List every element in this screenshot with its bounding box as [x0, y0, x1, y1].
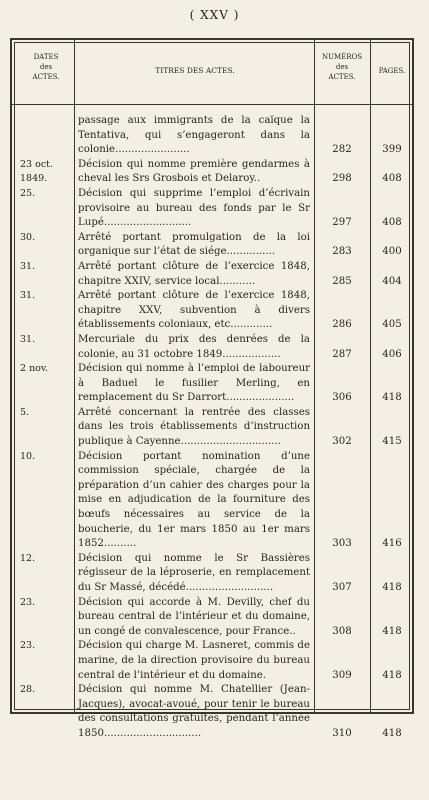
- act-date-line: 23 oct.: [20, 158, 53, 170]
- act-date: [12, 450, 74, 465]
- act-page: 405: [382, 319, 402, 331]
- act-date: [12, 362, 74, 377]
- act-date-line: 28.: [20, 684, 36, 696]
- act-number: 303: [332, 538, 352, 550]
- act-page: 404: [382, 275, 402, 287]
- act-number: 307: [332, 582, 352, 593]
- act-number: 310: [332, 727, 352, 739]
- header-divider: [12, 104, 412, 105]
- act-date: [12, 333, 74, 348]
- table-row: [12, 158, 416, 187]
- act-date: [12, 289, 74, 304]
- act-number: 282: [332, 144, 352, 156]
- header-numeros: [314, 52, 370, 82]
- act-number: 283: [332, 246, 352, 258]
- act-date-line: 10.: [20, 450, 36, 462]
- act-title: Arrêté concernant la rentrée des classes dans les trois établissements d’instruction publique à Cayenne...............................: [78, 406, 310, 448]
- table-row: [12, 260, 416, 289]
- act-page: 400: [382, 246, 402, 258]
- act-title: Décision qui nomme M. Chatellier (Jean-Jacques), avocat-avoué, pour tenir le bureau des consultations gratuites, pendant l’année 1850..............................: [78, 684, 310, 739]
- act-title: Arrêté portant clôture de l’exercice 1848, chapitre XXV, subvention à divers établissements coloniaux, etc.............: [78, 290, 310, 331]
- act-date-line: 1849.: [20, 173, 48, 185]
- act-number: 298: [332, 173, 352, 185]
- act-title: Décision qui nomme première gendarmes à cheval les Srs Grosbois et Delaroy..: [78, 158, 310, 185]
- table-row: [12, 231, 416, 260]
- table-body: [12, 114, 416, 742]
- header-numeros-line: des: [335, 63, 349, 71]
- table-row: [12, 289, 416, 333]
- act-number: 309: [332, 669, 352, 681]
- act-date-line: 31.: [20, 260, 36, 272]
- act-title: Décision qui supprime l’emploi d’écrivain provisoire au bureau des fonds par le Sr Lupé...........................: [78, 187, 310, 229]
- act-title: Arrêté portant clôture de l’exercice 1848, chapitre XXIV, service local...........: [78, 260, 310, 287]
- table-row: [12, 683, 416, 741]
- act-date: [12, 260, 74, 275]
- table-row: [12, 639, 416, 683]
- act-date-line: 30.: [20, 231, 36, 243]
- act-date: [12, 406, 74, 421]
- act-number: 297: [332, 217, 352, 229]
- table-row: [12, 333, 416, 362]
- act-page: 418: [382, 392, 402, 404]
- act-date-line: 2 nov.: [20, 363, 49, 375]
- act-title: Décision qui charge M. Lasneret, commis de marine, de la direction provisoire du bureau central de l’intérieur et du domaine.: [78, 640, 310, 681]
- act-title: Décision qui nomme le Sr Bassières régisseur de la léproserie, en remplacement du Sr Massé, décédé...........................: [78, 552, 310, 593]
- table-row: [12, 450, 416, 552]
- table-row: [12, 187, 416, 231]
- table-row: [12, 552, 416, 596]
- act-page: 416: [382, 538, 402, 550]
- act-date-line: 23.: [20, 596, 36, 608]
- header-numeros-line: ACTES.: [328, 73, 356, 81]
- act-page: 418: [382, 727, 402, 739]
- act-date-line: 5.: [20, 406, 30, 418]
- act-date: [12, 231, 74, 246]
- table-row: [12, 362, 416, 406]
- act-date-line: 31.: [20, 333, 36, 345]
- header-dates-line: DATES: [33, 53, 59, 61]
- act-date: [12, 552, 74, 567]
- act-page: 418: [382, 582, 402, 593]
- act-page: 399: [382, 144, 402, 156]
- act-page: 408: [382, 173, 402, 185]
- act-number: 302: [332, 436, 352, 448]
- act-page: 418: [382, 625, 402, 637]
- header-titres: TITRES DES ACTES.: [155, 66, 235, 75]
- act-number: 308: [332, 625, 352, 637]
- act-date: [12, 596, 74, 611]
- act-number: 306: [332, 392, 352, 404]
- act-page: 406: [382, 348, 402, 360]
- act-date-line: 12.: [20, 552, 36, 564]
- page-header: ( XXV ): [189, 8, 240, 22]
- act-number: 285: [332, 275, 352, 287]
- header-dates-line: des: [39, 63, 53, 71]
- act-title: Décision qui accorde à M. Devilly, chef du bureau central de l’intérieur et du domaine, un congé de convalescence, pour France..: [78, 596, 310, 637]
- act-title: Mercuriale du prix des denrées de la colonie, au 31 octobre 1849..................: [78, 333, 310, 360]
- table-row: [12, 596, 416, 640]
- act-date-line: 31.: [20, 290, 36, 302]
- act-date: [12, 158, 74, 187]
- act-date-line: 23.: [20, 640, 36, 652]
- act-title: Décision portant nomination d’une commission spéciale, chargée de la préparation d’un cahier des charges pour la mise en adjudication de la fourniture des bœufs nécessaires au service de la boucherie, du 1er mars 1850 au 1er mars 1852..........: [78, 450, 310, 550]
- act-number: 286: [332, 319, 352, 331]
- act-title: passage aux immigrants de la caïque la Tentativa, qui s’engageront dans la colonie.......................: [78, 115, 310, 156]
- table-row: [12, 114, 416, 158]
- header-numeros-line: NUMÉROS: [321, 53, 363, 61]
- act-date-line: 25.: [20, 187, 36, 199]
- act-title: Arrêté portant promulgation de la loi organique sur l’état de siége...............: [78, 231, 310, 258]
- act-page: 408: [382, 217, 402, 229]
- act-page: 418: [382, 669, 402, 681]
- act-date: [12, 639, 74, 654]
- header-dates: [18, 52, 74, 82]
- table-row: [12, 406, 416, 450]
- acts-table: [10, 38, 414, 739]
- act-date: [12, 187, 74, 202]
- act-date: [12, 683, 74, 698]
- act-number: 287: [332, 348, 352, 360]
- header-dates-line: ACTES.: [32, 73, 60, 81]
- header-pages: PAGES.: [378, 67, 406, 75]
- act-title: Décision qui nomme à l’emploi de laboureur à Baduel le fusilier Merling, en remplacement du Sr Darrort.....................: [78, 363, 310, 404]
- act-page: 415: [382, 436, 402, 448]
